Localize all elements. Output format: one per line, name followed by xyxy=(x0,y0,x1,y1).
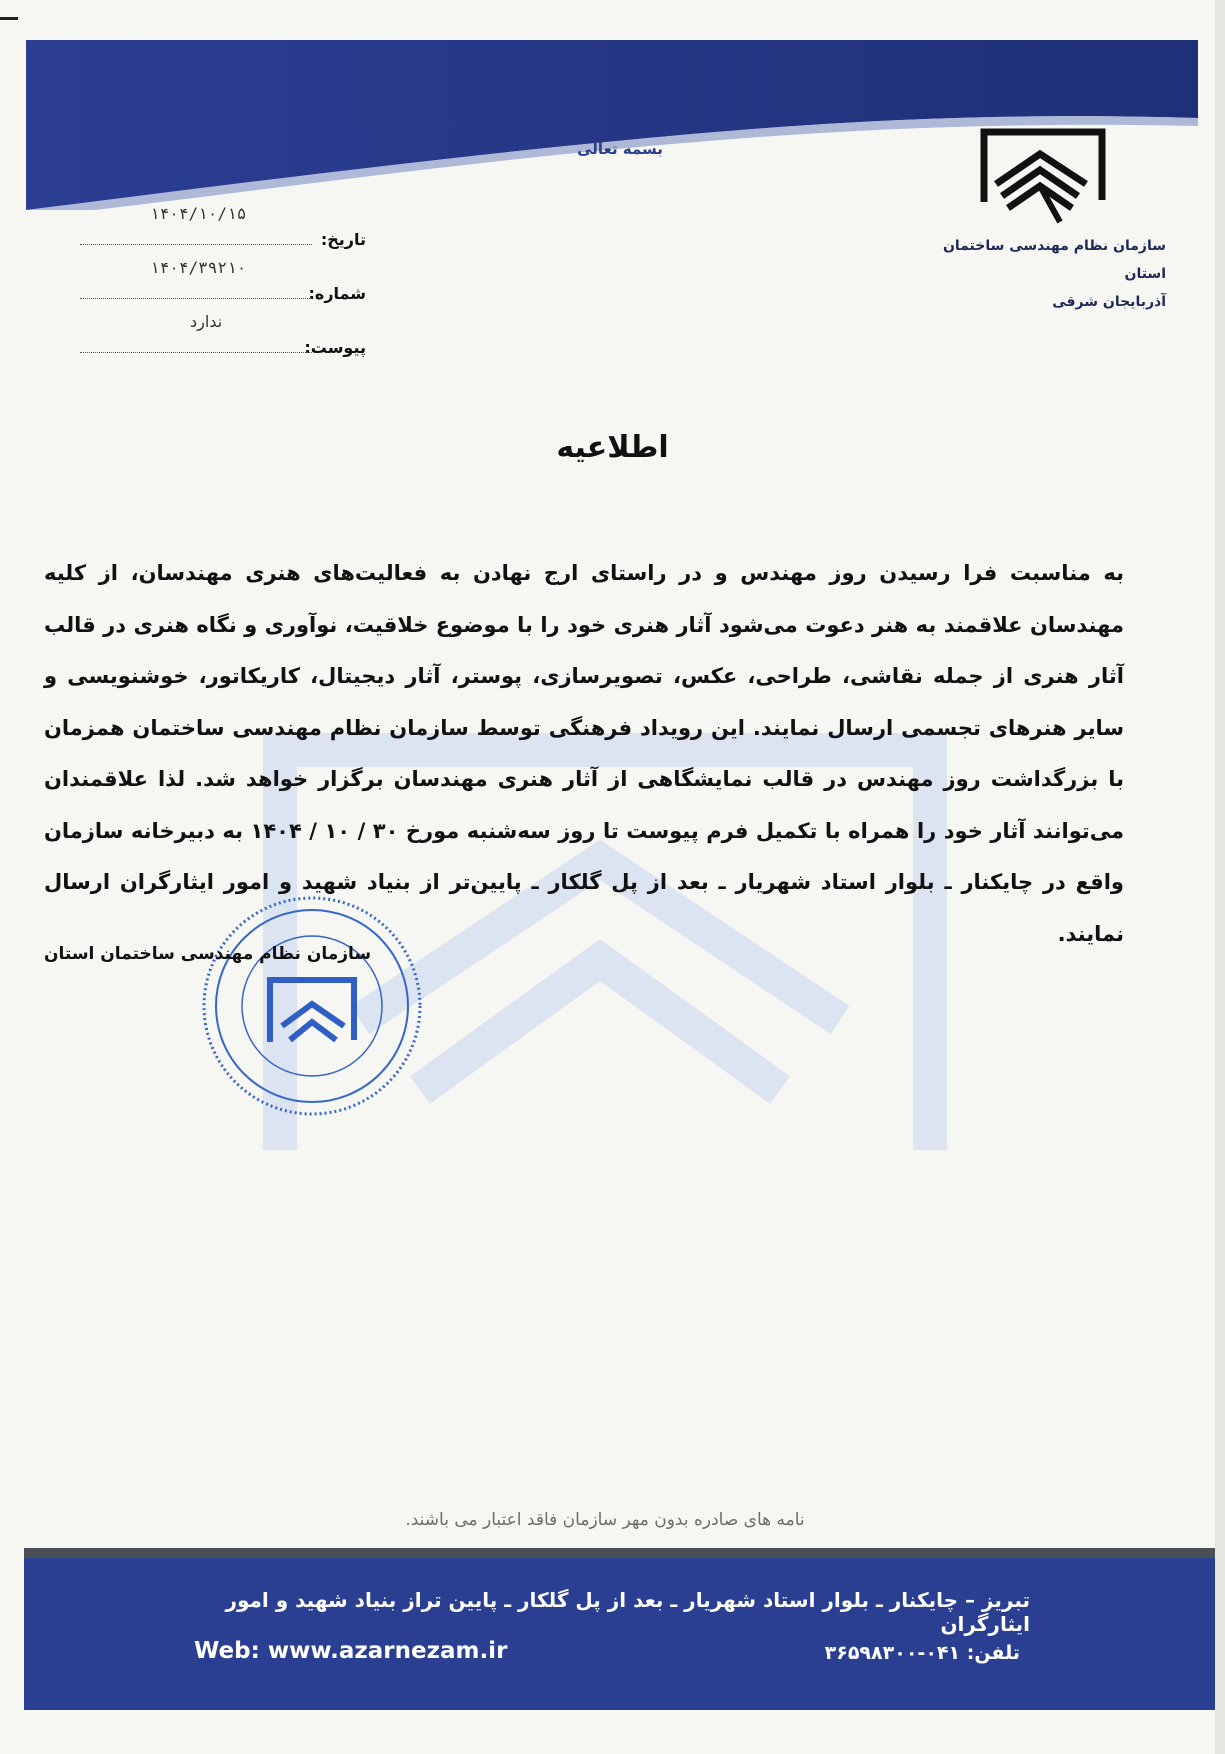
footer-phone: تلفن: ۰۴۱-۳۶۵۹۸۳۰۰ xyxy=(824,1642,1020,1664)
number-row xyxy=(80,258,366,312)
announcement-title: اطلاعیه xyxy=(556,430,669,465)
scan-corner-mark xyxy=(0,17,18,20)
organization-name xyxy=(930,232,1166,316)
number-dotted-line xyxy=(80,298,312,299)
number-label: شماره: xyxy=(308,284,366,303)
attachment-row xyxy=(80,312,366,366)
scan-edge xyxy=(1215,0,1225,1754)
footer-strip xyxy=(24,1548,1220,1558)
attachment-dotted-line xyxy=(80,352,312,353)
building-house-logo-icon xyxy=(978,126,1118,226)
official-seal-icon xyxy=(198,892,426,1120)
attachment-value: ندارد xyxy=(190,312,223,331)
signature-text: سازمان نظام مهندسی ساختمان استان xyxy=(44,944,372,964)
footer-website: Web: www.azarnezam.ir xyxy=(194,1638,508,1664)
footer-validity-note: نامه های صادره بدون مهر سازمان فاقد اعتبار می باشند. xyxy=(405,1510,805,1530)
org-name-line2: آذربایجان شرقی xyxy=(1052,294,1166,310)
date-value: ۱۴۰۴/۱۰/۱۵ xyxy=(150,204,247,223)
date-label: تاریخ: xyxy=(320,230,366,249)
announcement-body: به مناسبت فرا رسیدن روز مهندس و در راستای ارج نهادن به فعالیت‌های هنری مهندسان، از کلیه مهندسان علاقمند به هنر دعوت می‌شود آثار هنری خود را با موضوع خلاقیت، نوآوری و نگاه هنری در قالب آثار هنری از جمله نقاشی، طراحی، عکس، تصویرسازی، پوستر، آثار دیجیتال، کاریکاتور، خوشنویسی و سایر هنرهای تجسمی ارسال نمایند. این رویداد فرهنگی توسط سازمان نظام مهندسی ساختمان همزمان با بزرگداشت روز مهندس در قالب نمایشگاهی از آثار هنری مهندسان برگزار خواهد شد. لذا علاقمندان می‌توانند آثار خود را همراه با تکمیل فرم پیوست تا روز سه‌شنبه مورخ ۳۰ / ۱۰ / ۱۴۰۴ به دبیرخانه سازمان واقع در چایکنار ـ بلوار استاد شهریار ـ بعد از پل گلکار ـ پایین‌تر از بنیاد شهید و امور ایثارگران ارسال نمایند. xyxy=(44,561,1124,946)
letter-meta xyxy=(80,204,366,366)
besmellah-heading: بسمه تعالی xyxy=(577,140,663,158)
date-row xyxy=(80,204,366,258)
number-value: ۱۴۰۴/۳۹۲۱۰ xyxy=(150,258,247,277)
org-name-line1: سازمان نظام مهندسی ساختمان استان xyxy=(942,238,1166,282)
attachment-label: پیوست: xyxy=(304,338,366,357)
footer-address: تبریز – چایکنار ـ بلوار استاد شهریار ـ بعد از پل گلکار ـ پایین تراز بنیاد شهید و امور ایثارگران xyxy=(225,1588,1030,1636)
date-dotted-line xyxy=(80,244,312,245)
